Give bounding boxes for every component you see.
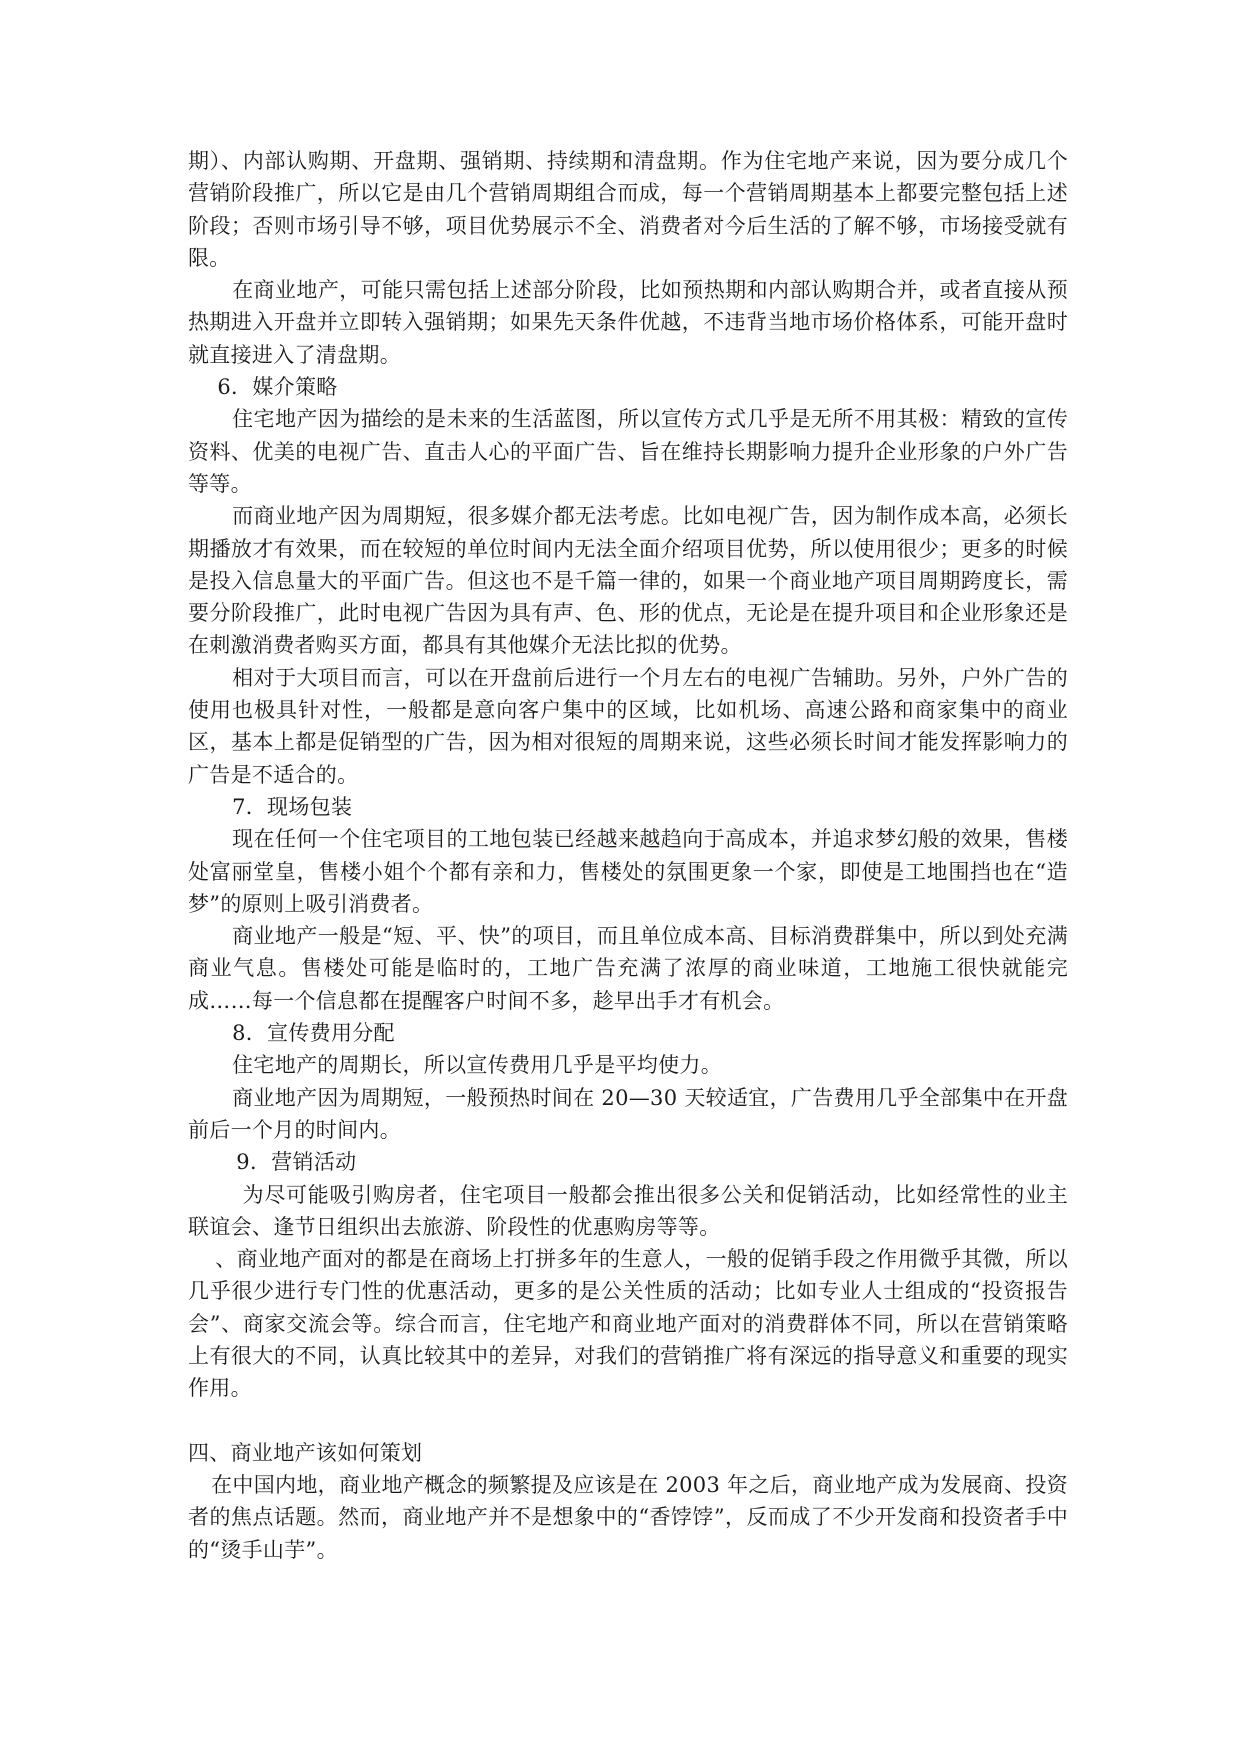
heading-marketing-activities: 9．营销活动 bbox=[236, 1150, 357, 1175]
paragraph-residential-budget: 住宅地产的周期长，所以宣传费用几乎是平均使力。 bbox=[232, 1053, 722, 1078]
paragraph-commercial-media: 而商业地产因为周期短，很多媒介都无法考虑。比如电视广告，因为制作成本高，必须长期播放才有效果，而在较短的单位时间内无法全面介绍项目优势，所以使用很少；更多的时候是投入信息量大的平面广告。但这也不是千篇一律的，如果一个商业地产项目周期跨度长，需要分阶段推广，此时电视广告因为具有声、色、形的优点，无论是在提升项目和企业形象还是在刺激消费者购买方面，都具有其他媒介无法比拟的优势。 bbox=[188, 504, 1068, 658]
paragraph-residential-packaging: 现在任何一个住宅项目的工地包装已经越来越趋向于高成本，并追求梦幻般的效果，售楼处富丽堂皇，售楼小姐个个都有亲和力，售楼处的氛围更象一个家，即使是工地围挡也在“造梦”的原则上吸引消费者。 bbox=[188, 827, 1068, 916]
paragraph-china-commercial: 在中国内地，商业地产概念的频繁提及应该是在 2003 年之后，商业地产成为发展商、投资者的焦点话题。然而，商业地产并不是想象中的“香饽饽”，反而成了不少开发商和投资者手中的“烫手山芋”。 bbox=[188, 1473, 1068, 1562]
heading-media-strategy: 6．媒介策略 bbox=[217, 375, 338, 400]
heading-site-packaging: 7．现场包装 bbox=[232, 794, 353, 819]
paragraph-sales-stages: 期）、内部认购期、开盘期、强销期、持续期和清盘期。作为住宅地产来说，因为要分成几个营销阶段推广，所以它是由几个营销周期组合而成，每一个营销周期基本上都要完整包括上述阶段；否则市场引导不够，项目优势展示不全、消费者对今后生活的了解不够，市场接受就有限。 bbox=[188, 149, 1068, 270]
paragraph-commercial-packaging: 商业地产一般是“短、平、快”的项目，而且单位成本高、目标消费群集中，所以到处充满商业气息。售楼处可能是临时的，工地广告充满了浓厚的商业味道，工地施工很快就能完成……每一个信息都在提醒客户时间不多，趁早出手才有机会。 bbox=[188, 924, 1068, 1013]
heading-budget-allocation: 8．宣传费用分配 bbox=[232, 1021, 395, 1046]
paragraph-spacer bbox=[188, 1405, 1068, 1437]
paragraph-residential-activities: 为尽可能吸引购房者，住宅项目一般都会推出很多公关和促销活动，比如经常性的业主联谊会、逢节日组织出去旅游、阶段性的优惠购房等等。 bbox=[188, 1182, 1068, 1239]
paragraph-residential-media: 住宅地产因为描绘的是未来的生活蓝图，所以宣传方式几乎是无所不用其极：精致的宣传资料、优美的电视广告、直击人心的平面广告、旨在维持长期影响力提升企业形象的户外广告等等。 bbox=[188, 407, 1068, 496]
document-body bbox=[188, 145, 1068, 1566]
paragraph-tv-outdoor-ads: 相对于大项目而言，可以在开盘前后进行一个月左右的电视广告辅助。另外，户外广告的使用也极具针对性，一般都是意向客户集中的区域，比如机场、高速公路和商家集中的商业区，基本上都是促销型的广告，因为相对很短的周期来说，这些必须长时间才能发挥影响力的广告是不适合的。 bbox=[188, 665, 1068, 787]
section-heading-planning: 四、商业地产该如何策划 bbox=[188, 1440, 423, 1465]
paragraph-commercial-budget: 商业地产因为周期短，一般预热时间在 20—30 天较适宜，广告费用几乎全部集中在开盘前后一个月的时间内。 bbox=[188, 1085, 1068, 1142]
paragraph-commercial-stages: 在商业地产，可能只需包括上述部分阶段，比如预热期和内部认购期合并，或者直接从预热期进入开盘并立即转入强销期；如果先天条件优越，不违背当地市场价格体系，可能开盘时就直接进入了清盘期。 bbox=[188, 278, 1068, 367]
paragraph-commercial-activities: 、商业地产面对的都是在商场上打拼多年的生意人，一般的促销手段之作用微乎其微，所以几乎很少进行专门性的优惠活动，更多的是公关性质的活动；比如专业人士组成的“投资报告会”、商家交流会等。综合而言，住宅地产和商业地产面对的消费群体不同，所以在营销策略上有很大的不同，认真比较其中的差异，对我们的营销推广将有深远的指导意义和重要的现实作用。 bbox=[188, 1247, 1068, 1401]
